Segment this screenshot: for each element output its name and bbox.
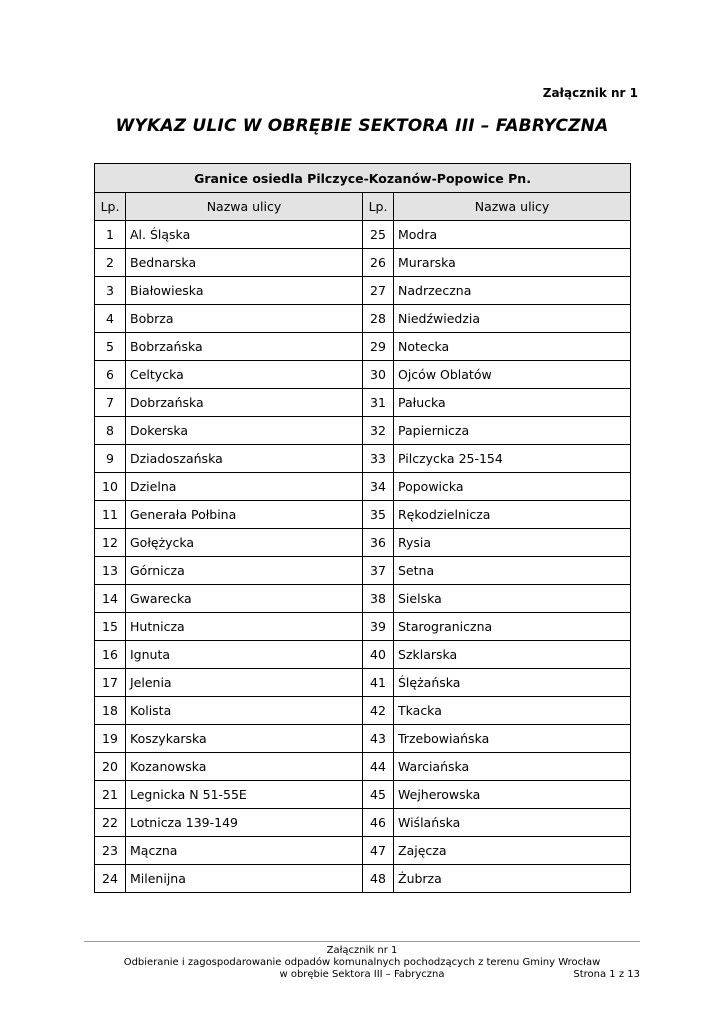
document-title: WYKAZ ULIC W OBRĘBIE SEKTORA III – FABRYCZNA <box>115 116 609 136</box>
row-number-cell: 48 <box>363 865 394 893</box>
row-number-cell: 24 <box>95 865 126 893</box>
row-number-cell: 9 <box>95 445 126 473</box>
page-footer <box>84 945 640 981</box>
row-number-cell: 10 <box>95 473 126 501</box>
row-number-cell: 21 <box>95 781 126 809</box>
row-number-cell: 25 <box>363 221 394 249</box>
street-name-cell: Dzielna <box>126 473 363 501</box>
street-name-cell: Jelenia <box>126 669 363 697</box>
street-name-cell: Kolista <box>126 697 363 725</box>
row-number-cell: 37 <box>363 557 394 585</box>
row-number-cell: 22 <box>95 809 126 837</box>
table-row <box>95 809 631 837</box>
street-name-cell: Ojców Oblatów <box>394 361 631 389</box>
table-group-header-row <box>95 164 631 193</box>
table-row <box>95 361 631 389</box>
street-name-cell: Rękodzielnicza <box>394 501 631 529</box>
row-number-cell: 28 <box>363 305 394 333</box>
table-row <box>95 473 631 501</box>
street-name-cell: Zajęcza <box>394 837 631 865</box>
row-number-cell: 6 <box>95 361 126 389</box>
column-header-street-name: Nazwa ulicy <box>394 193 631 221</box>
street-name-cell: Dobrzańska <box>126 389 363 417</box>
street-name-cell: Papiernicza <box>394 417 631 445</box>
row-number-cell: 5 <box>95 333 126 361</box>
table-row <box>95 529 631 557</box>
page-number: Strona 1 z 13 <box>573 969 640 980</box>
row-number-cell: 4 <box>95 305 126 333</box>
footer-divider <box>84 941 640 942</box>
row-number-cell: 26 <box>363 249 394 277</box>
street-name-cell: Trzebowiańska <box>394 725 631 753</box>
street-name-cell: Tkacka <box>394 697 631 725</box>
street-name-cell: Legnicka N 51-55E <box>126 781 363 809</box>
row-number-cell: 2 <box>95 249 126 277</box>
street-name-cell: Pałucka <box>394 389 631 417</box>
street-name-cell: Notecka <box>394 333 631 361</box>
table-row <box>95 333 631 361</box>
row-number-cell: 36 <box>363 529 394 557</box>
table-row <box>95 725 631 753</box>
attachment-label: Załącznik nr 1 <box>542 86 638 100</box>
row-number-cell: 1 <box>95 221 126 249</box>
street-name-cell: Modra <box>394 221 631 249</box>
street-name-cell: Ślężańska <box>394 669 631 697</box>
table-row <box>95 445 631 473</box>
street-name-cell: Żubrza <box>394 865 631 893</box>
row-number-cell: 16 <box>95 641 126 669</box>
street-name-cell: Setna <box>394 557 631 585</box>
street-name-cell: Gwarecka <box>126 585 363 613</box>
street-name-cell: Sielska <box>394 585 631 613</box>
row-number-cell: 40 <box>363 641 394 669</box>
table-row <box>95 389 631 417</box>
row-number-cell: 39 <box>363 613 394 641</box>
street-name-cell: Górnicza <box>126 557 363 585</box>
footer-sector: w obrębie Sektora III – Fabryczna <box>279 969 445 980</box>
column-header-lp: Lp. <box>363 193 394 221</box>
table-row <box>95 837 631 865</box>
row-number-cell: 30 <box>363 361 394 389</box>
row-number-cell: 47 <box>363 837 394 865</box>
street-name-cell: Milenijna <box>126 865 363 893</box>
column-header-street-name: Nazwa ulicy <box>126 193 363 221</box>
footer-description: Odbieranie i zagospodarowanie odpadów komunalnych pochodzących z terenu Gminy Wrocław <box>123 957 601 968</box>
row-number-cell: 45 <box>363 781 394 809</box>
street-name-cell: Nadrzeczna <box>394 277 631 305</box>
street-name-cell: Popowicka <box>394 473 631 501</box>
row-number-cell: 8 <box>95 417 126 445</box>
table-row <box>95 865 631 893</box>
street-name-cell: Szklarska <box>394 641 631 669</box>
table-row <box>95 501 631 529</box>
street-name-cell: Murarska <box>394 249 631 277</box>
row-number-cell: 44 <box>363 753 394 781</box>
table-column-header-row <box>95 193 631 221</box>
table-row <box>95 669 631 697</box>
street-name-cell: Dokerska <box>126 417 363 445</box>
table-row <box>95 249 631 277</box>
street-name-cell: Bednarska <box>126 249 363 277</box>
street-name-cell: Pilczycka 25-154 <box>394 445 631 473</box>
row-number-cell: 11 <box>95 501 126 529</box>
table-row <box>95 277 631 305</box>
table-row <box>95 753 631 781</box>
row-number-cell: 29 <box>363 333 394 361</box>
street-name-cell: Ignuta <box>126 641 363 669</box>
street-name-cell: Kozanowska <box>126 753 363 781</box>
street-name-cell: Bobrza <box>126 305 363 333</box>
street-name-cell: Hutnicza <box>126 613 363 641</box>
row-number-cell: 19 <box>95 725 126 753</box>
row-number-cell: 35 <box>363 501 394 529</box>
row-number-cell: 15 <box>95 613 126 641</box>
row-number-cell: 41 <box>363 669 394 697</box>
row-number-cell: 46 <box>363 809 394 837</box>
street-name-cell: Mączna <box>126 837 363 865</box>
street-name-cell: Celtycka <box>126 361 363 389</box>
street-name-cell: Rysia <box>394 529 631 557</box>
row-number-cell: 7 <box>95 389 126 417</box>
row-number-cell: 31 <box>363 389 394 417</box>
row-number-cell: 34 <box>363 473 394 501</box>
row-number-cell: 43 <box>363 725 394 753</box>
street-name-cell: Koszykarska <box>126 725 363 753</box>
street-name-cell: Gołężycka <box>126 529 363 557</box>
row-number-cell: 14 <box>95 585 126 613</box>
street-name-cell: Wiślańska <box>394 809 631 837</box>
table-row <box>95 641 631 669</box>
row-number-cell: 27 <box>363 277 394 305</box>
table-row <box>95 697 631 725</box>
street-name-cell: Al. Śląska <box>126 221 363 249</box>
street-name-cell: Wejherowska <box>394 781 631 809</box>
table-row <box>95 585 631 613</box>
row-number-cell: 42 <box>363 697 394 725</box>
row-number-cell: 18 <box>95 697 126 725</box>
street-name-cell: Białowieska <box>126 277 363 305</box>
street-name-cell: Lotnicza 139-149 <box>126 809 363 837</box>
row-number-cell: 23 <box>95 837 126 865</box>
street-name-cell: Niedźwiedzia <box>394 305 631 333</box>
table-row <box>95 781 631 809</box>
row-number-cell: 32 <box>363 417 394 445</box>
table-row <box>95 557 631 585</box>
street-name-cell: Dziadoszańska <box>126 445 363 473</box>
street-name-cell: Bobrzańska <box>126 333 363 361</box>
street-name-cell: Generała Połbina <box>126 501 363 529</box>
column-header-lp: Lp. <box>95 193 126 221</box>
row-number-cell: 33 <box>363 445 394 473</box>
row-number-cell: 17 <box>95 669 126 697</box>
row-number-cell: 3 <box>95 277 126 305</box>
street-name-cell: Warciańska <box>394 753 631 781</box>
table-row <box>95 613 631 641</box>
table-group-title: Granice osiedla Pilczyce-Kozanów-Popowice Pn. <box>95 164 631 193</box>
row-number-cell: 12 <box>95 529 126 557</box>
table-row <box>95 305 631 333</box>
street-name-cell: Starograniczna <box>394 613 631 641</box>
streets-table <box>94 163 631 893</box>
row-number-cell: 20 <box>95 753 126 781</box>
table-row <box>95 221 631 249</box>
row-number-cell: 38 <box>363 585 394 613</box>
table-row <box>95 417 631 445</box>
row-number-cell: 13 <box>95 557 126 585</box>
footer-attachment-label: Załącznik nr 1 <box>326 945 398 956</box>
